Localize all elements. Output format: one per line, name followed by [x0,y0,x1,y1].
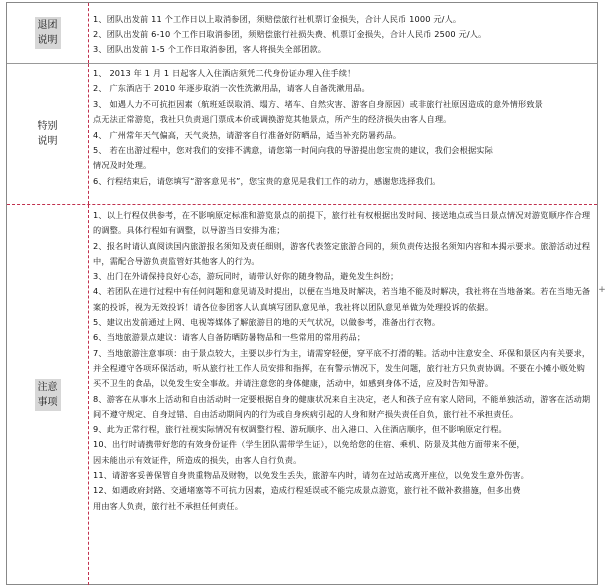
list-item: 6、当地旅游景点建议：请客人自备防晒防暑物品和一些常用的常用药品； [93,332,366,343]
list-item: 8、游客在从事水上活动和自由活动时一定要根据自身的健康状况来自主决定，老人和孩子应有家人陪同，不能单独活动，游客在活动期间不遵守规定、自身过错、自由活动期间内的行为或自身疾病引起的人身和财产损失责任自负，旅行社不承担责任。 [93,393,591,419]
list-item: 3、团队出发前 1-5 个工作日取消参团，客人将损失全部团款。 [93,44,327,54]
special-notes-content [93,64,593,204]
precautions-content [93,205,593,585]
list-item: 3、出门在外请保持良好心态，游玩同时，请带认好你的随身物品，避免发生纠纷； [93,271,399,282]
cancellation-content [93,3,593,63]
row-special-notes [7,64,597,205]
list-item: 11、请游客妥善保管自身贵重物品及财物，以免发生丢失，旅游车内时，请勿在过站或离开座位，以免发生意外伤害。 [93,470,529,481]
policy-table [6,2,598,585]
label-cell [7,64,89,204]
list-item: 4、若团队在进行过程中有任何问题和意见请及时提出，以便在当地及时解决，若当地不能及时解决，我社将在当地备案。若在当地无备案的投诉，视为无效投诉！请各位参团客人认真填写团队意见单，我社将以团队意见单做为处理投诉的依据。 [93,286,591,312]
list-item: 1、以上行程仅供参考，在不影响原定标准和游览景点的前提下，旅行社有权根据出发时间、接送地点或当日景点情况对游览顺序作合理的调整。具体行程如有调整，以导游当日安排为准； [93,210,591,236]
list-item: 5、 若在出游过程中，您对我们的安排不满意，请您第一时间向我的导游提出您宝贵的建议，我们会根据实际 情况及时处理。 [93,145,493,171]
list-item: 2、报名时请认真阅读国内旅游报名须知及责任细则，游客代表签定旅游合同的，须负责传达报名须知内容和本揭示要求。旅游活动过程中，需配合导游负责监管好其他客人的行为。 [93,240,591,266]
list-item: 2、团队出发前 6-10 个工作日取消参团，须赔偿旅行社损失费、机票订金损失，合计人民币 2500 元/人。 [93,29,487,39]
label-cell [7,205,89,585]
row-label-cancellation: 退团 说明 [35,17,61,49]
list-item: 10、出行时请携带好您的有效身份证件（学生团队需带学生证），以免给您的住宿、乘机、防景及其他方面带来不便， 因未能出示有效证件，所造成的损失，由客人自行负责。 [93,439,525,465]
list-item: 6、行程结束后，请您填写“游客意见书”，您宝贵的意见是我们工作的动力，感谢您选择我们。 [93,175,441,186]
list-item: 2、 广东酒店于 2010 年逐步取消一次性洗漱用品，请客人自备洗漱用品。 [93,83,370,94]
list-item: 1、团队出发前 11 个工作日以上取消参团，须赔偿旅行社机票订金损失，合计人民币 1000 元/人。 [93,14,462,24]
list-item: 9、此为正常行程，旅行社视实际情况有权调整行程、游玩顺序、出入港口、入住酒店顺序，但不影响原定行程。 [93,424,507,435]
table-resize-handle-icon[interactable]: + [598,285,606,295]
row-cancellation-policy [7,3,597,64]
label-cell [7,3,89,63]
list-item: 3、 如遇人力不可抗拒因素（航班延误取消、塌方、堵车、自然灾害、游客自身原因）或非旅行社原因造成的意外情形致景 点无法正常游览，我社只负责退门票成本价或调换游览其他景点，所产生的经济损失由客人自理。 [93,98,544,125]
row-label-precautions: 注意 事项 [35,379,61,411]
row-precautions [7,205,597,585]
list-item: 12、如遇政府封路、交通堵塞等不可抗力因素，造成行程延误或不能完成景点游览，旅行社不做补救措施，但多出费 用由客人负责，旅行社不承担任何责任。 [93,485,521,511]
list-item: 4、 广州常年天气偏高，天气炎热，请游客自行准备好防晒品，适当补充防暑药品。 [93,129,402,140]
list-item: 1、 2013 年 1 月 1 日起客人入住酒店须凭二代身份证办理入住手续！ [93,68,356,78]
list-item: 7、当地旅游注意事项：由于景点较大，主要以步行为主，请需穿轻便，穿平底不打滑的鞋。活动中注意安全、环保和景区内有关要求，并全程遵守各项环保活动，听从旅行社工作人员安排和指挥，在有警示情况下，发生问题，旅行社方只负责协调。不要在小摊小贩处购买不卫生的食品，以免发生安全事故。并请注意您的身体健康，活动中，如感到身体不适，应及时告知导游。 [93,347,591,389]
row-label-special-notes: 特别 说明 [37,121,58,147]
list-item: 5、建议出发前通过上网、电视等媒体了解旅游目的地的天气状况，以做参考，准备出行衣物。 [93,317,441,328]
